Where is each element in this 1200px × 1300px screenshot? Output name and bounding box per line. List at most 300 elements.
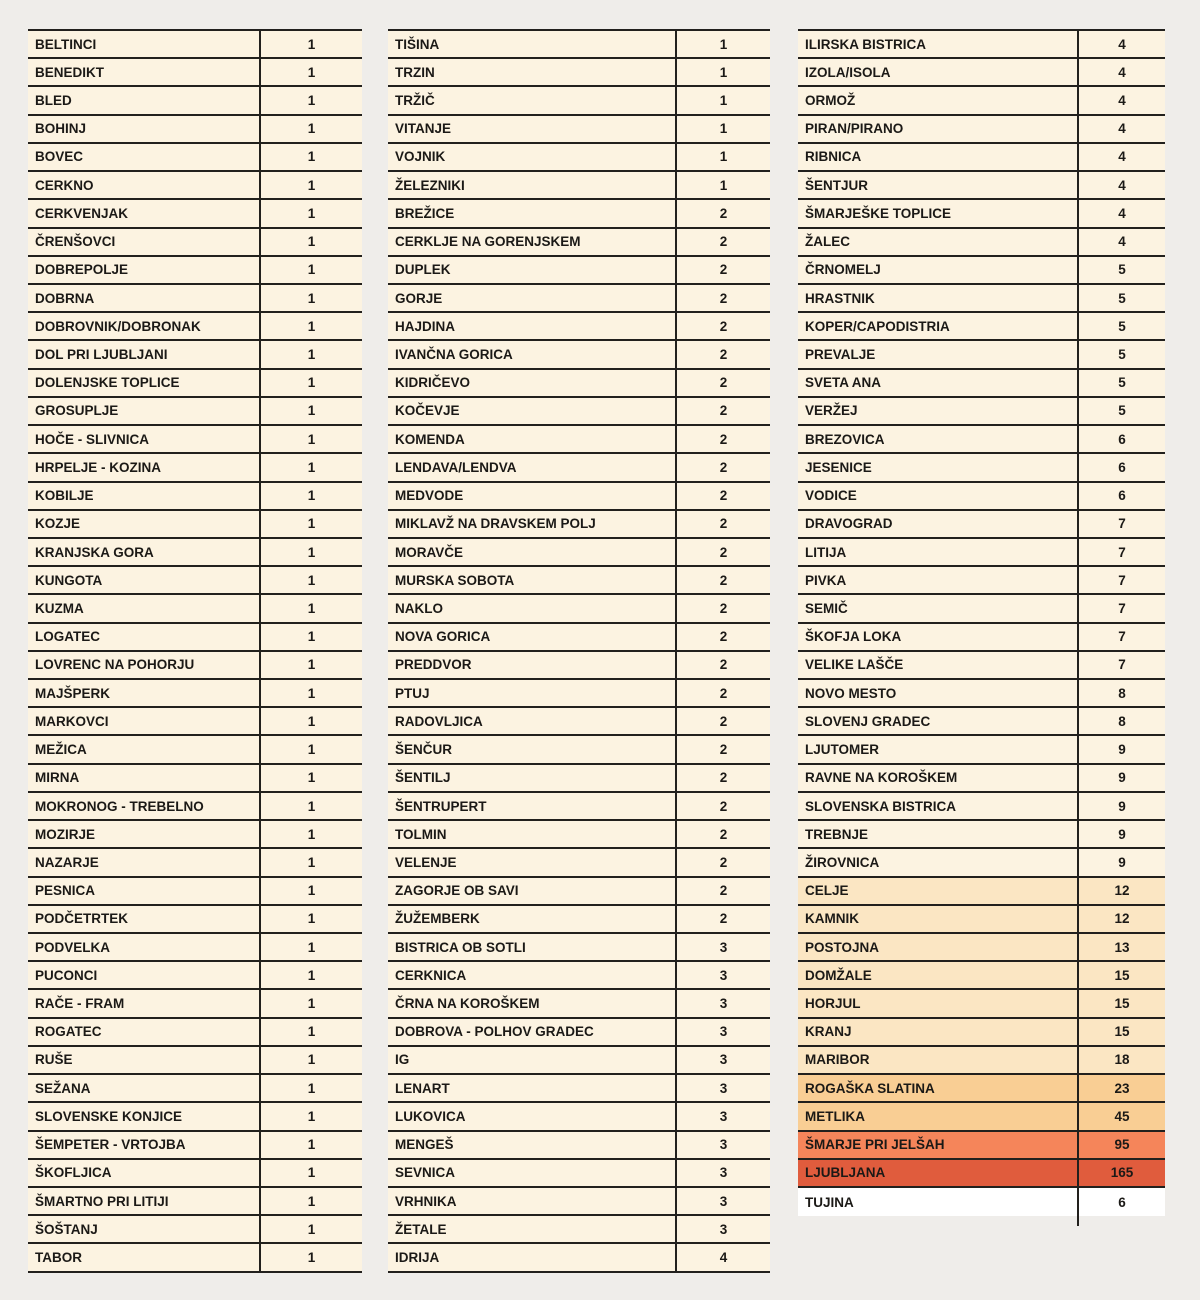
table-row bbox=[388, 483, 770, 511]
municipality-count: 3 bbox=[675, 934, 770, 960]
municipality-name: ŠMARTNO PRI LITIJI bbox=[35, 1193, 169, 1209]
municipality-name: LENDAVA/LENDVA bbox=[395, 459, 517, 475]
municipality-name: ŠENTILJ bbox=[395, 770, 451, 786]
table-row bbox=[388, 200, 770, 228]
municipality-name: MOZIRJE bbox=[35, 826, 96, 842]
municipality-count: 2 bbox=[675, 849, 770, 875]
municipality-name: DOBRNA bbox=[35, 290, 95, 306]
table-row bbox=[388, 962, 770, 990]
municipality-name: LOGATEC bbox=[35, 629, 100, 645]
table-row bbox=[798, 483, 1165, 511]
table-row bbox=[388, 1188, 770, 1216]
municipality-count: 1 bbox=[675, 172, 770, 198]
municipality-count: 5 bbox=[1077, 341, 1165, 367]
table-row bbox=[388, 595, 770, 623]
municipality-count: 2 bbox=[675, 341, 770, 367]
municipality-count: 1 bbox=[259, 144, 362, 170]
table-row bbox=[388, 1132, 770, 1160]
municipality-name: IZOLA/ISOLA bbox=[805, 64, 891, 80]
municipality-name: MAJŠPERK bbox=[35, 685, 111, 701]
municipality-name: KOBILJE bbox=[35, 488, 94, 504]
table-row bbox=[28, 398, 362, 426]
table-row bbox=[798, 1132, 1165, 1160]
municipality-name: DOLENJSKE TOPLICE bbox=[35, 375, 180, 391]
table-row bbox=[28, 624, 362, 652]
table-row bbox=[388, 624, 770, 652]
municipality-count: 1 bbox=[259, 765, 362, 791]
table-row bbox=[798, 59, 1165, 87]
municipality-name: SEMIČ bbox=[805, 600, 848, 616]
table-row bbox=[28, 1047, 362, 1075]
table-row bbox=[388, 539, 770, 567]
municipality-name: RIBNICA bbox=[805, 149, 862, 165]
municipality-count: 4 bbox=[1077, 172, 1165, 198]
municipality-count: 2 bbox=[675, 624, 770, 650]
municipality-count: 2 bbox=[675, 229, 770, 255]
municipality-count: 12 bbox=[1077, 878, 1165, 904]
municipality-count: 4 bbox=[675, 1244, 770, 1270]
municipality-count: 1 bbox=[259, 1103, 362, 1129]
municipality-name: LOVRENC NA POHORJU bbox=[35, 657, 195, 673]
table-row bbox=[28, 313, 362, 341]
municipality-count: 15 bbox=[1077, 962, 1165, 988]
municipality-count: 2 bbox=[675, 765, 770, 791]
municipality-name: BLED bbox=[35, 93, 72, 109]
table-row bbox=[798, 1047, 1165, 1075]
table-row bbox=[798, 257, 1165, 285]
municipality-count: 1 bbox=[259, 793, 362, 819]
municipality-name: PODVELKA bbox=[35, 939, 111, 955]
municipality-count: 1 bbox=[259, 1244, 362, 1270]
municipality-count: 1 bbox=[259, 1132, 362, 1158]
table-row bbox=[388, 1216, 770, 1244]
table-row bbox=[28, 59, 362, 87]
municipality-count: 4 bbox=[1077, 116, 1165, 142]
table-row bbox=[388, 370, 770, 398]
municipality-count: 2 bbox=[675, 426, 770, 452]
table-row bbox=[388, 398, 770, 426]
table-row bbox=[388, 821, 770, 849]
municipality-name: CERKNICA bbox=[395, 967, 467, 983]
table-row bbox=[28, 708, 362, 736]
municipality-name: PESNICA bbox=[35, 883, 96, 899]
municipality-name: IDRIJA bbox=[395, 1250, 440, 1266]
table-row bbox=[798, 539, 1165, 567]
municipality-name: PODČETRTEK bbox=[35, 911, 129, 927]
municipality-name: KOMENDA bbox=[395, 431, 465, 447]
table-row bbox=[28, 285, 362, 313]
municipality-count: 1 bbox=[259, 116, 362, 142]
municipality-count: 1 bbox=[259, 172, 362, 198]
table-row bbox=[388, 567, 770, 595]
table-row bbox=[28, 765, 362, 793]
municipality-name: PIRAN/PIRANO bbox=[805, 121, 904, 137]
table-row bbox=[798, 172, 1165, 200]
table-row bbox=[388, 878, 770, 906]
table-row bbox=[28, 680, 362, 708]
municipality-count: 6 bbox=[1077, 483, 1165, 509]
municipality-name: CERKVENJAK bbox=[35, 205, 129, 221]
municipality-count: 15 bbox=[1077, 1019, 1165, 1045]
municipality-count: 2 bbox=[675, 370, 770, 396]
municipality-count: 1 bbox=[259, 1216, 362, 1242]
municipality-name: VELENJE bbox=[395, 854, 457, 870]
municipality-count: 1 bbox=[259, 454, 362, 480]
table-row bbox=[28, 229, 362, 257]
table-row bbox=[388, 1244, 770, 1272]
municipality-table-3 bbox=[798, 29, 1165, 1216]
municipality-count: 7 bbox=[1077, 539, 1165, 565]
municipality-count: 2 bbox=[675, 511, 770, 537]
municipality-name: HOČE - SLIVNICA bbox=[35, 431, 150, 447]
municipality-name: NOVO MESTO bbox=[805, 685, 897, 701]
municipality-name: RUŠE bbox=[35, 1052, 73, 1068]
table-row bbox=[28, 821, 362, 849]
municipality-name: KAMNIK bbox=[805, 911, 859, 927]
municipality-name: ŽIROVNICA bbox=[805, 854, 880, 870]
municipality-name: DOBROVA - POLHOV GRADEC bbox=[395, 1024, 594, 1040]
municipality-name: MORAVČE bbox=[395, 544, 464, 560]
table-row bbox=[798, 1075, 1165, 1103]
municipality-count: 2 bbox=[675, 539, 770, 565]
municipality-name: SVETA ANA bbox=[805, 375, 882, 391]
table-row bbox=[388, 793, 770, 821]
municipality-name: IVANČNA GORICA bbox=[395, 347, 513, 363]
municipality-name: CERKNO bbox=[35, 177, 94, 193]
table-row bbox=[798, 87, 1165, 115]
municipality-count: 1 bbox=[259, 1019, 362, 1045]
municipality-name: NOVA GORICA bbox=[395, 629, 491, 645]
municipality-count: 1 bbox=[259, 483, 362, 509]
municipality-name: DOBREPOLJE bbox=[35, 262, 129, 278]
table-row bbox=[388, 87, 770, 115]
municipality-name: VERŽEJ bbox=[805, 403, 858, 419]
municipality-name: JESENICE bbox=[805, 459, 872, 475]
municipality-count: 1 bbox=[259, 821, 362, 847]
table-row bbox=[388, 144, 770, 172]
municipality-name: RAČE - FRAM bbox=[35, 996, 125, 1012]
municipality-count: 2 bbox=[675, 595, 770, 621]
table-row bbox=[388, 31, 770, 59]
table-row bbox=[798, 1019, 1165, 1047]
municipality-name: ŽALEC bbox=[805, 234, 850, 250]
municipality-count: 4 bbox=[1077, 229, 1165, 255]
municipality-count: 3 bbox=[675, 1160, 770, 1186]
municipality-name: ŽETALE bbox=[395, 1221, 447, 1237]
municipality-name: KOČEVJE bbox=[395, 403, 460, 419]
municipality-count: 18 bbox=[1077, 1047, 1165, 1073]
municipality-name: TOLMIN bbox=[395, 826, 447, 842]
table-row bbox=[28, 990, 362, 1018]
table-row bbox=[28, 144, 362, 172]
table-row bbox=[798, 426, 1165, 454]
municipality-name: HAJDINA bbox=[395, 318, 456, 334]
municipality-name: RAVNE NA KOROŠKEM bbox=[805, 770, 958, 786]
municipality-count: 1 bbox=[259, 511, 362, 537]
municipality-count: 1 bbox=[259, 200, 362, 226]
municipality-count: 4 bbox=[1077, 87, 1165, 113]
municipality-name: HRASTNIK bbox=[805, 290, 875, 306]
municipality-name: LUKOVICA bbox=[395, 1108, 466, 1124]
municipality-name: PREVALJE bbox=[805, 347, 876, 363]
municipality-count: 1 bbox=[675, 59, 770, 85]
table-row bbox=[28, 200, 362, 228]
municipality-count: 6 bbox=[1077, 454, 1165, 480]
municipality-name: MIRNA bbox=[35, 770, 80, 786]
municipality-count: 3 bbox=[675, 990, 770, 1016]
table-row bbox=[388, 313, 770, 341]
municipality-count: 9 bbox=[1077, 793, 1165, 819]
municipality-name: MENGEŠ bbox=[395, 1137, 454, 1153]
municipality-name: PREDDVOR bbox=[395, 657, 472, 673]
municipality-name: VITANJE bbox=[395, 121, 452, 137]
table-row bbox=[28, 934, 362, 962]
table-row bbox=[388, 708, 770, 736]
table-row bbox=[388, 511, 770, 539]
municipality-name: ČRENŠOVCI bbox=[35, 234, 116, 250]
municipality-name: SLOVENSKA BISTRICA bbox=[805, 798, 957, 814]
municipality-count: 1 bbox=[259, 567, 362, 593]
municipality-name: TIŠINA bbox=[395, 36, 440, 52]
municipality-name: HRPELJE - KOZINA bbox=[35, 459, 162, 475]
municipality-name: ŠEMPETER - VRTOJBA bbox=[35, 1137, 186, 1153]
table-row bbox=[798, 144, 1165, 172]
municipality-count: 1 bbox=[259, 313, 362, 339]
municipality-name: SEŽANA bbox=[35, 1080, 91, 1096]
municipality-count: 2 bbox=[675, 906, 770, 932]
municipality-count: 1 bbox=[259, 285, 362, 311]
municipality-count: 1 bbox=[675, 116, 770, 142]
municipality-count: 6 bbox=[1077, 426, 1165, 452]
municipality-count: 2 bbox=[675, 708, 770, 734]
table-row bbox=[798, 934, 1165, 962]
municipality-count: 1 bbox=[259, 1188, 362, 1214]
municipality-count: 2 bbox=[675, 285, 770, 311]
table-row bbox=[798, 1188, 1165, 1216]
municipality-name: ROGAŠKA SLATINA bbox=[805, 1080, 935, 1096]
municipality-count: 7 bbox=[1077, 511, 1165, 537]
table-row bbox=[28, 1019, 362, 1047]
municipality-count: 7 bbox=[1077, 567, 1165, 593]
municipality-count: 2 bbox=[675, 454, 770, 480]
municipality-name: KOZJE bbox=[35, 516, 81, 532]
municipality-name: ŠMARJE PRI JELŠAH bbox=[805, 1137, 945, 1153]
municipality-count: 5 bbox=[1077, 257, 1165, 283]
municipality-name: KUNGOTA bbox=[35, 572, 103, 588]
table-row bbox=[798, 31, 1165, 59]
municipality-count: 23 bbox=[1077, 1075, 1165, 1101]
municipality-count: 1 bbox=[259, 87, 362, 113]
table-row bbox=[388, 454, 770, 482]
municipality-name: KRANJ bbox=[805, 1024, 852, 1040]
municipality-count: 1 bbox=[259, 878, 362, 904]
municipality-name: ŽELEZNIKI bbox=[395, 177, 465, 193]
municipality-count: 95 bbox=[1077, 1132, 1165, 1158]
table-row bbox=[798, 990, 1165, 1018]
municipality-name: DOL PRI LJUBLJANI bbox=[35, 347, 168, 363]
table-row bbox=[28, 793, 362, 821]
municipality-count: 3 bbox=[675, 1075, 770, 1101]
municipality-count: 1 bbox=[675, 31, 770, 57]
table-row bbox=[28, 257, 362, 285]
municipality-name: MARIBOR bbox=[805, 1052, 870, 1068]
municipality-name: ŠENTJUR bbox=[805, 177, 869, 193]
municipality-count: 3 bbox=[675, 1216, 770, 1242]
table-row bbox=[28, 567, 362, 595]
table-row bbox=[388, 1047, 770, 1075]
table-row bbox=[28, 483, 362, 511]
table-row bbox=[798, 736, 1165, 764]
table-row bbox=[388, 934, 770, 962]
table-row bbox=[28, 454, 362, 482]
municipality-count: 2 bbox=[675, 483, 770, 509]
municipality-name: IG bbox=[395, 1052, 410, 1068]
table-row bbox=[28, 1244, 362, 1272]
municipality-count: 1 bbox=[259, 398, 362, 424]
table-row bbox=[28, 962, 362, 990]
table-row bbox=[28, 511, 362, 539]
municipality-name: GROSUPLJE bbox=[35, 403, 119, 419]
municipality-name: CERKLJE NA GORENJSKEM bbox=[395, 234, 581, 250]
table-row bbox=[388, 1075, 770, 1103]
municipality-count: 3 bbox=[675, 1103, 770, 1129]
municipality-name: ŠMARJEŠKE TOPLICE bbox=[805, 205, 952, 221]
table-row bbox=[388, 285, 770, 313]
municipality-count: 1 bbox=[259, 426, 362, 452]
municipality-count: 45 bbox=[1077, 1103, 1165, 1129]
municipality-name: KUZMA bbox=[35, 600, 84, 616]
table-row bbox=[28, 116, 362, 144]
table-row bbox=[798, 285, 1165, 313]
municipality-name: ORMOŽ bbox=[805, 93, 856, 109]
municipality-name: VRHNIKA bbox=[395, 1193, 457, 1209]
municipality-name: LJUTOMER bbox=[805, 742, 880, 758]
municipality-name: KIDRIČEVO bbox=[395, 375, 471, 391]
municipality-count: 2 bbox=[675, 398, 770, 424]
municipality-name: KRANJSKA GORA bbox=[35, 544, 154, 560]
table-row bbox=[798, 765, 1165, 793]
municipality-count: 4 bbox=[1077, 31, 1165, 57]
table-row bbox=[388, 652, 770, 680]
table-row bbox=[28, 172, 362, 200]
municipality-name: TRZIN bbox=[395, 64, 435, 80]
municipality-count: 1 bbox=[259, 624, 362, 650]
municipality-count: 1 bbox=[259, 1047, 362, 1073]
municipality-count: 9 bbox=[1077, 736, 1165, 762]
table-row bbox=[28, 849, 362, 877]
table-row bbox=[388, 1103, 770, 1131]
municipality-count: 1 bbox=[259, 31, 362, 57]
municipality-name: VOJNIK bbox=[395, 149, 446, 165]
table-row bbox=[798, 595, 1165, 623]
municipality-name: TUJINA bbox=[805, 1194, 854, 1210]
municipality-count: 2 bbox=[675, 680, 770, 706]
municipality-count: 4 bbox=[1077, 59, 1165, 85]
table-row bbox=[388, 765, 770, 793]
table-row bbox=[798, 229, 1165, 257]
table-row bbox=[28, 878, 362, 906]
municipality-count: 1 bbox=[259, 257, 362, 283]
table-row bbox=[388, 341, 770, 369]
table-row bbox=[798, 1103, 1165, 1131]
municipality-count: 1 bbox=[259, 595, 362, 621]
municipality-name: LENART bbox=[395, 1080, 450, 1096]
table-row bbox=[28, 1103, 362, 1131]
municipality-name: ŽUŽEMBERK bbox=[395, 911, 480, 927]
municipality-name: ČRNA NA KOROŠKEM bbox=[395, 996, 540, 1012]
table-row bbox=[798, 398, 1165, 426]
municipality-name: ROGATEC bbox=[35, 1024, 102, 1040]
municipality-name: MEŽICA bbox=[35, 742, 87, 758]
municipality-name: SEVNICA bbox=[395, 1165, 456, 1181]
table-row bbox=[798, 624, 1165, 652]
municipality-name: ŠENČUR bbox=[395, 742, 453, 758]
table-row bbox=[28, 87, 362, 115]
table-row bbox=[798, 680, 1165, 708]
municipality-name: MOKRONOG - TREBELNO bbox=[35, 798, 204, 814]
table-row bbox=[388, 1019, 770, 1047]
municipality-count: 1 bbox=[675, 87, 770, 113]
table-row bbox=[798, 906, 1165, 934]
municipality-name: VODICE bbox=[805, 488, 857, 504]
municipality-table-1 bbox=[28, 29, 362, 1273]
table-row bbox=[388, 59, 770, 87]
table-row bbox=[28, 31, 362, 59]
municipality-count: 1 bbox=[259, 229, 362, 255]
municipality-name: MEDVODE bbox=[395, 488, 464, 504]
municipality-count: 15 bbox=[1077, 990, 1165, 1016]
table-row bbox=[798, 511, 1165, 539]
municipality-count: 4 bbox=[1077, 200, 1165, 226]
municipality-name: POSTOJNA bbox=[805, 939, 880, 955]
municipality-count: 3 bbox=[675, 1132, 770, 1158]
municipality-count: 165 bbox=[1077, 1160, 1165, 1186]
municipality-name: DRAVOGRAD bbox=[805, 516, 893, 532]
municipality-count: 3 bbox=[675, 1188, 770, 1214]
municipality-count: 2 bbox=[675, 200, 770, 226]
municipality-name: HORJUL bbox=[805, 996, 861, 1012]
municipality-count: 12 bbox=[1077, 906, 1165, 932]
table-row bbox=[28, 1216, 362, 1244]
municipality-count: 5 bbox=[1077, 285, 1165, 311]
municipality-name: BENEDIKT bbox=[35, 64, 105, 80]
municipality-name: SLOVENJ GRADEC bbox=[805, 713, 931, 729]
municipality-count: 1 bbox=[259, 680, 362, 706]
municipality-name: ŠKOFLJICA bbox=[35, 1165, 112, 1181]
table-row bbox=[388, 990, 770, 1018]
municipality-name: LJUBLJANA bbox=[805, 1165, 886, 1181]
municipality-name: DOMŽALE bbox=[805, 967, 872, 983]
table-row bbox=[798, 652, 1165, 680]
municipality-name: ŠENTRUPERT bbox=[395, 798, 487, 814]
municipality-count: 1 bbox=[259, 1075, 362, 1101]
municipality-count: 1 bbox=[259, 990, 362, 1016]
municipality-table-2 bbox=[388, 29, 770, 1273]
municipality-name: ZAGORJE OB SAVI bbox=[395, 883, 519, 899]
table-row bbox=[388, 172, 770, 200]
table-row bbox=[798, 793, 1165, 821]
table-row bbox=[388, 1160, 770, 1188]
municipality-count: 9 bbox=[1077, 765, 1165, 791]
table-row bbox=[388, 849, 770, 877]
municipality-count: 9 bbox=[1077, 849, 1165, 875]
municipality-name: RADOVLJICA bbox=[395, 713, 483, 729]
municipality-name: ILIRSKA BISTRICA bbox=[805, 36, 926, 52]
table-row bbox=[798, 116, 1165, 144]
municipality-name: SLOVENSKE KONJICE bbox=[35, 1108, 183, 1124]
table-row bbox=[28, 595, 362, 623]
municipality-count: 1 bbox=[259, 906, 362, 932]
